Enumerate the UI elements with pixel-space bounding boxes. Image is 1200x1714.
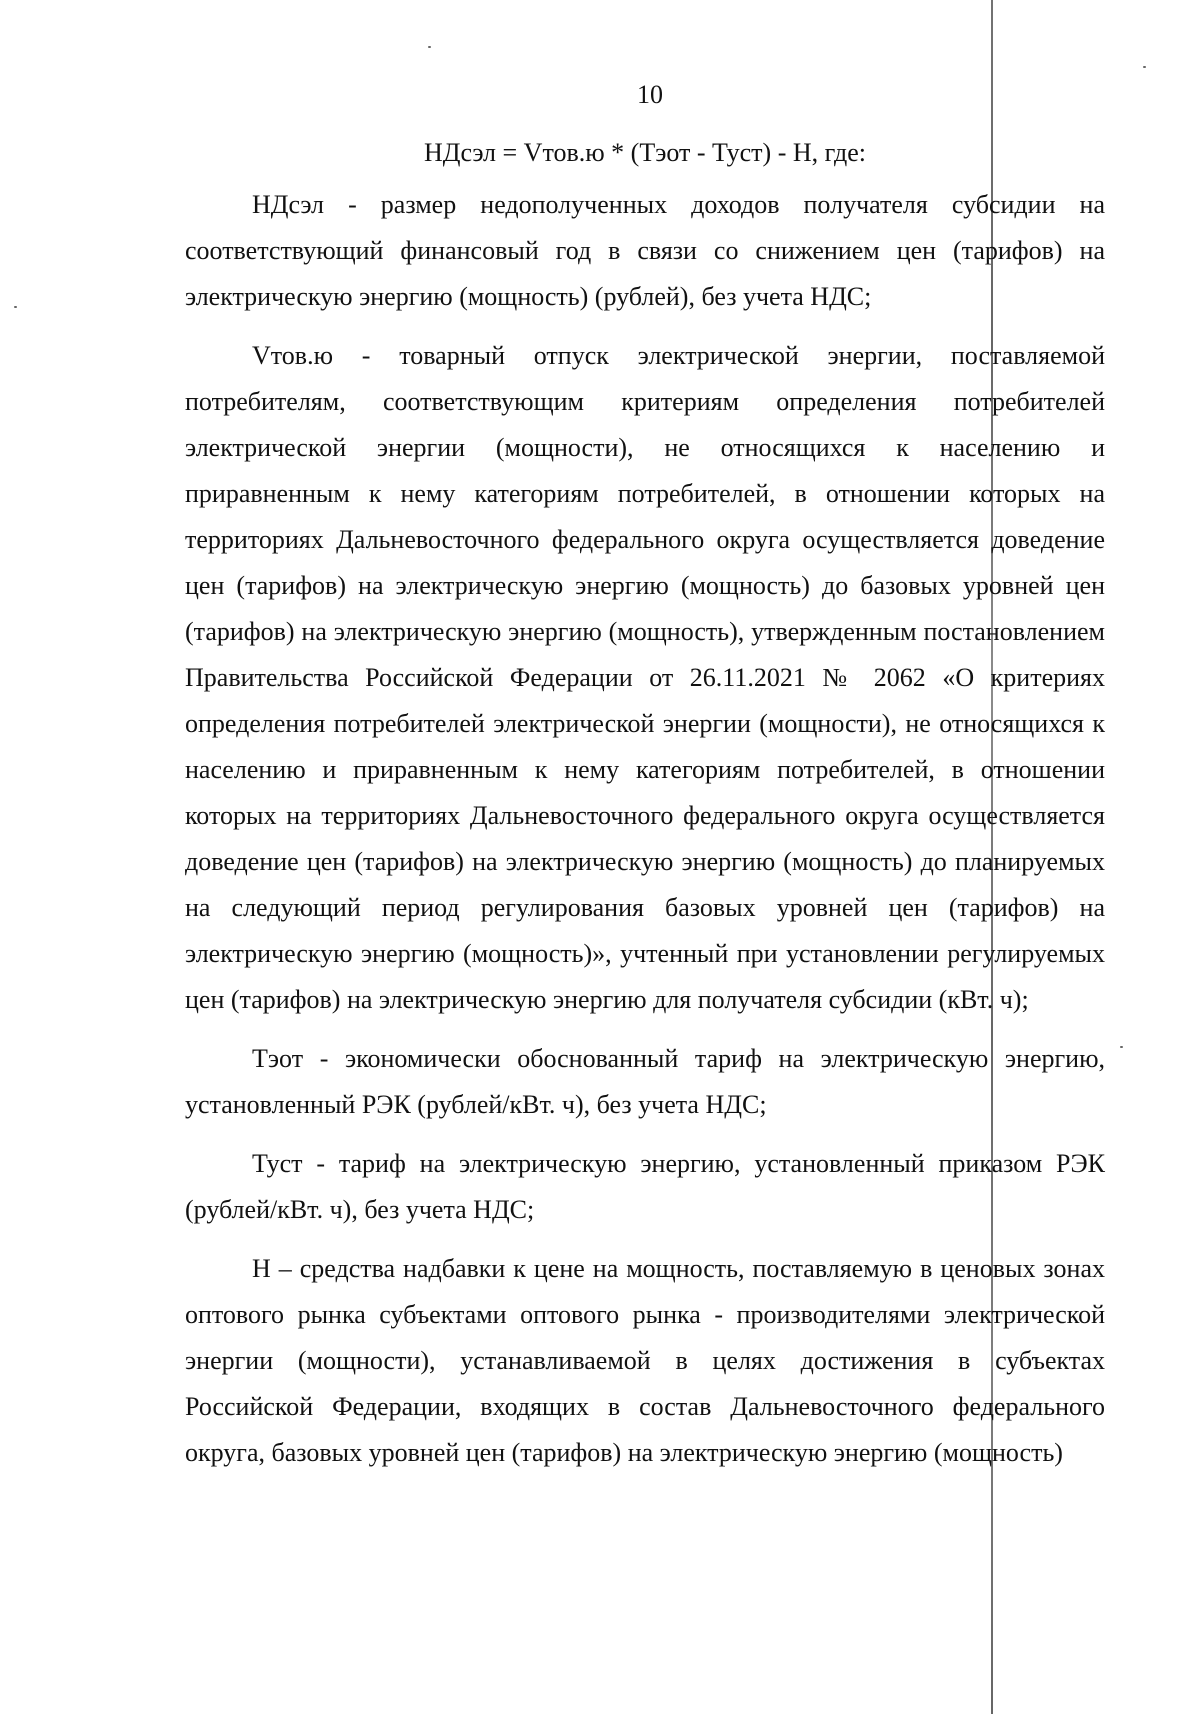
scan-speck (428, 46, 431, 48)
page-number: 10 (637, 80, 663, 109)
paragraph-tust: Туст - тариф на электрическую энергию, установленный приказом РЭК (рублей/кВт. ч), без учета НДС; (185, 1149, 1105, 1224)
scan-speck (1143, 66, 1146, 68)
body-text (185, 182, 1105, 1476)
paragraph-n: Н – средства надбавки к цене на мощность, поставляемую в ценовых зонах оптового рынка субъектами оптового рынка - производителями электрической энергии (мощности), устанавливаемой в целях достижения в субъектах Российской Федерации, входящих в состав Дальневосточного федерального округа, базовых уровней цен (тарифов) на электрическую энергию (мощность) (185, 1254, 1105, 1467)
paragraph-ndsel: НДсэл - размер недополученных доходов получателя субсидии на соответствующий финансовый год в связи со снижением цен (тарифов) на электрическую энергию (мощность) (рублей), без учета НДС; (185, 190, 1105, 311)
formula: НДсэл = Vтов.ю * (Тэот - Туст) - Н, где: (423, 138, 866, 167)
scan-speck (1120, 1046, 1123, 1048)
paragraph-vtov: Vтов.ю - товарный отпуск электрической энергии, поставляемой потребителям, соответствующим критериям определения потребителей электрической энергии (мощности), не относящихся к населению и приравненным к нему категориям потребителей, в отношении которых на территориях Дальневосточного федерального округа осуществляется доведение цен (тарифов) на электрическую энергию (мощность) до базовых уровней цен (тарифов) на электрическую энергию (мощность), утвержденным постановлением Правительства Российской Федерации от 26.11.2021 № 2062 «О критериях определения потребителей электрической энергии (мощности), не относящихся к населению и приравненным к нему категориям потребителей, в отношении которых на территориях Дальневосточного федерального округа осуществляется доведение цен (тарифов) на электрическую энергию (мощность) до планируемых на следующий период регулирования базовых уровней цен (тарифов) на электрическую энергию (мощность)», учтенный при установлении регулируемых цен (тарифов) на электрическую энергию для получателя субсидии (кВт. ч); (185, 341, 1105, 1014)
paragraph-teot: Тэот - экономически обоснованный тариф на электрическую энергию, установленный РЭК (рублей/кВт. ч), без учета НДС; (185, 1044, 1105, 1119)
scan-speck (14, 306, 17, 308)
